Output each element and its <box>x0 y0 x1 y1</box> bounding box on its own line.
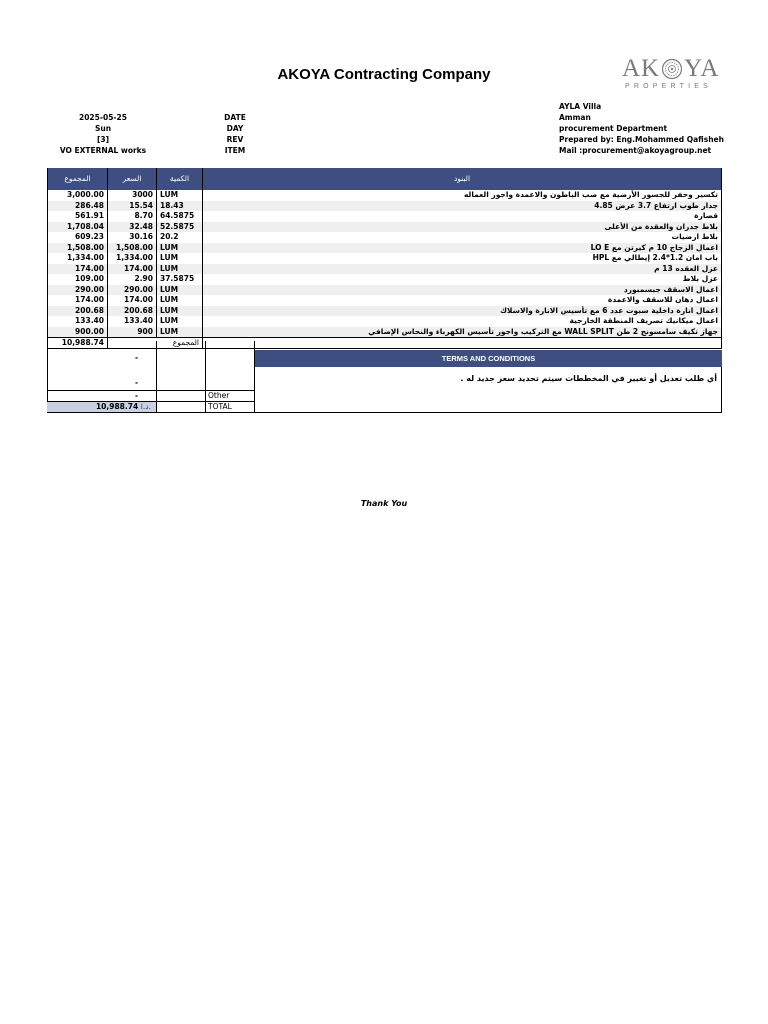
logo-subtitle: PROPERTIES <box>625 83 712 90</box>
row-desc: اعمال الزجاج 10 م كيرتن مع LO E <box>203 243 722 254</box>
row-qty: 64.5875 <box>157 211 203 222</box>
sum-total: 10,988.74 <box>48 337 108 348</box>
row-price: 900 <box>108 327 157 338</box>
table-row <box>48 201 722 212</box>
row-desc: عزل بلاط <box>203 274 722 285</box>
row-total: 290.00 <box>48 285 108 296</box>
row-qty: 20.2 <box>157 232 203 243</box>
row-desc: جهاز تكيف سامسونج 2 طن WALL SPLIT مع التركيب واجور تأسيس الكهرباء والنحاس الإضافي <box>203 327 722 338</box>
row-price: 133.40 <box>108 316 157 327</box>
row-price: 1,334.00 <box>108 253 157 264</box>
currency-label: د.ا. <box>140 402 151 411</box>
meta-day-value: Sun <box>94 124 112 133</box>
row-qty: 52.5875 <box>157 222 203 233</box>
summary-dash-1: - <box>135 353 139 362</box>
row-qty: LUM <box>157 243 203 254</box>
thank-you-text: Thank You <box>360 499 408 508</box>
table-body <box>48 190 722 348</box>
row-total: 133.40 <box>48 316 108 327</box>
meta-date-label: DATE <box>224 113 246 122</box>
meta-item-label: ITEM <box>224 146 246 155</box>
meta-item-value: VO EXTERNAL works <box>59 146 147 155</box>
row-desc: باب امان 1.2*2.4 إيطالي مع HPL <box>203 253 722 264</box>
document-title: AKOYA Contracting Company <box>277 66 491 83</box>
row-desc: عزل العقده 13 م <box>203 264 722 275</box>
row-total: 1,334.00 <box>48 253 108 264</box>
row-desc: اعمال دهان للاسقف والاعمدة <box>203 295 722 306</box>
row-qty: LUM <box>157 316 203 327</box>
row-total: 1,708.04 <box>48 222 108 233</box>
row-qty: LUM <box>157 295 203 306</box>
meta-day-label: DAY <box>226 124 244 133</box>
table-row <box>48 285 722 296</box>
summary-dash-2: - <box>135 378 139 387</box>
row-qty: LUM <box>157 190 203 201</box>
department: procurement Department <box>559 124 668 133</box>
row-price: 290.00 <box>108 285 157 296</box>
table-header-row <box>48 168 722 190</box>
table-row <box>48 222 722 233</box>
row-total: 286.48 <box>48 201 108 212</box>
table-row <box>48 264 722 275</box>
table-row <box>48 232 722 243</box>
summary-block <box>47 341 255 413</box>
row-desc: اعمال انارة داخلية سبوت عدد 6 مع تأسيس الانارة والاسلاك <box>203 306 722 317</box>
table-row <box>48 316 722 327</box>
row-desc: اعمال ميكانيك تصريف المنطقة الخارجية <box>203 316 722 327</box>
summary-dash-3: - <box>135 391 139 400</box>
meta-labels <box>190 112 280 156</box>
terms-box <box>255 367 722 413</box>
row-qty: 18.43 <box>157 201 203 212</box>
logo-text-right: YA <box>684 55 720 82</box>
table-row <box>48 243 722 254</box>
row-qty: LUM <box>157 327 203 338</box>
row-price: 1,508.00 <box>108 243 157 254</box>
row-desc: بلاط جدران والعقدة من الأعلى <box>203 222 722 233</box>
sum-label: المجموع <box>157 337 203 348</box>
row-price: 15.54 <box>108 201 157 212</box>
row-total: 109.00 <box>48 274 108 285</box>
row-qty: LUM <box>157 285 203 296</box>
row-price: 3000 <box>108 190 157 201</box>
row-desc: بلاط ارضيات <box>203 232 722 243</box>
table-row <box>48 211 722 222</box>
row-desc: اعمال الاسقف جبسمبورد <box>203 285 722 296</box>
row-total: 609.23 <box>48 232 108 243</box>
logo-ornament-icon <box>661 58 683 80</box>
row-qty: LUM <box>157 253 203 264</box>
row-price: 174.00 <box>108 295 157 306</box>
header-price: السعر <box>108 168 157 190</box>
meta-values <box>48 112 158 156</box>
prepared-by: Prepared by: Eng.Mohammed Qafisheh <box>559 135 724 144</box>
grand-total-value: 10,988.74 <box>95 402 139 411</box>
header-total: المجموع <box>48 168 108 190</box>
row-desc: تكسير وحفر للجسور الأرضية مع صب الباطون والاعمدة واجور العماله <box>203 190 722 201</box>
row-desc: قصارة <box>203 211 722 222</box>
row-desc: جدار طوب ارتفاع 3.7 عرض 4.85 <box>203 201 722 212</box>
terms-heading: TERMS AND CONDITIONS <box>255 350 722 367</box>
project-name: AYLA Villa <box>559 102 602 111</box>
total-label: TOTAL <box>208 402 232 411</box>
logo-text-left: AK <box>622 55 661 82</box>
project-city: Amman <box>559 113 591 122</box>
row-qty: 37.5875 <box>157 274 203 285</box>
terms-text: أي طلب تعديل أو تغيير في المخططات سيتم تحديد سعر جديد له . <box>460 374 717 383</box>
header-desc: البنود <box>203 168 722 190</box>
table-row <box>48 306 722 317</box>
row-total: 174.00 <box>48 295 108 306</box>
meta-rev-label: REV <box>226 135 244 144</box>
table-row <box>48 190 722 201</box>
table-row <box>48 295 722 306</box>
row-qty: LUM <box>157 306 203 317</box>
mail-address: Mail :procurement@akoyagroup.net <box>559 146 712 155</box>
table-row <box>48 274 722 285</box>
row-total: 900.00 <box>48 327 108 338</box>
row-total: 200.68 <box>48 306 108 317</box>
row-price: 2.90 <box>108 274 157 285</box>
meta-rev-value: [3] <box>96 135 110 144</box>
akoya-logo <box>622 55 722 95</box>
row-total: 3,000.00 <box>48 190 108 201</box>
meta-date-value: 2025-05-25 <box>79 113 127 122</box>
row-price: 32.48 <box>108 222 157 233</box>
row-price: 174.00 <box>108 264 157 275</box>
row-price: 8.70 <box>108 211 157 222</box>
row-qty: LUM <box>157 264 203 275</box>
row-price: 30.16 <box>108 232 157 243</box>
project-info <box>559 101 759 156</box>
row-price: 200.68 <box>108 306 157 317</box>
table-row <box>48 253 722 264</box>
table-row <box>48 327 722 338</box>
header-qty: الكمية <box>157 168 203 190</box>
other-label: Other <box>208 391 230 400</box>
row-total: 561.91 <box>48 211 108 222</box>
row-total: 1,508.00 <box>48 243 108 254</box>
items-table <box>47 168 722 349</box>
row-total: 174.00 <box>48 264 108 275</box>
